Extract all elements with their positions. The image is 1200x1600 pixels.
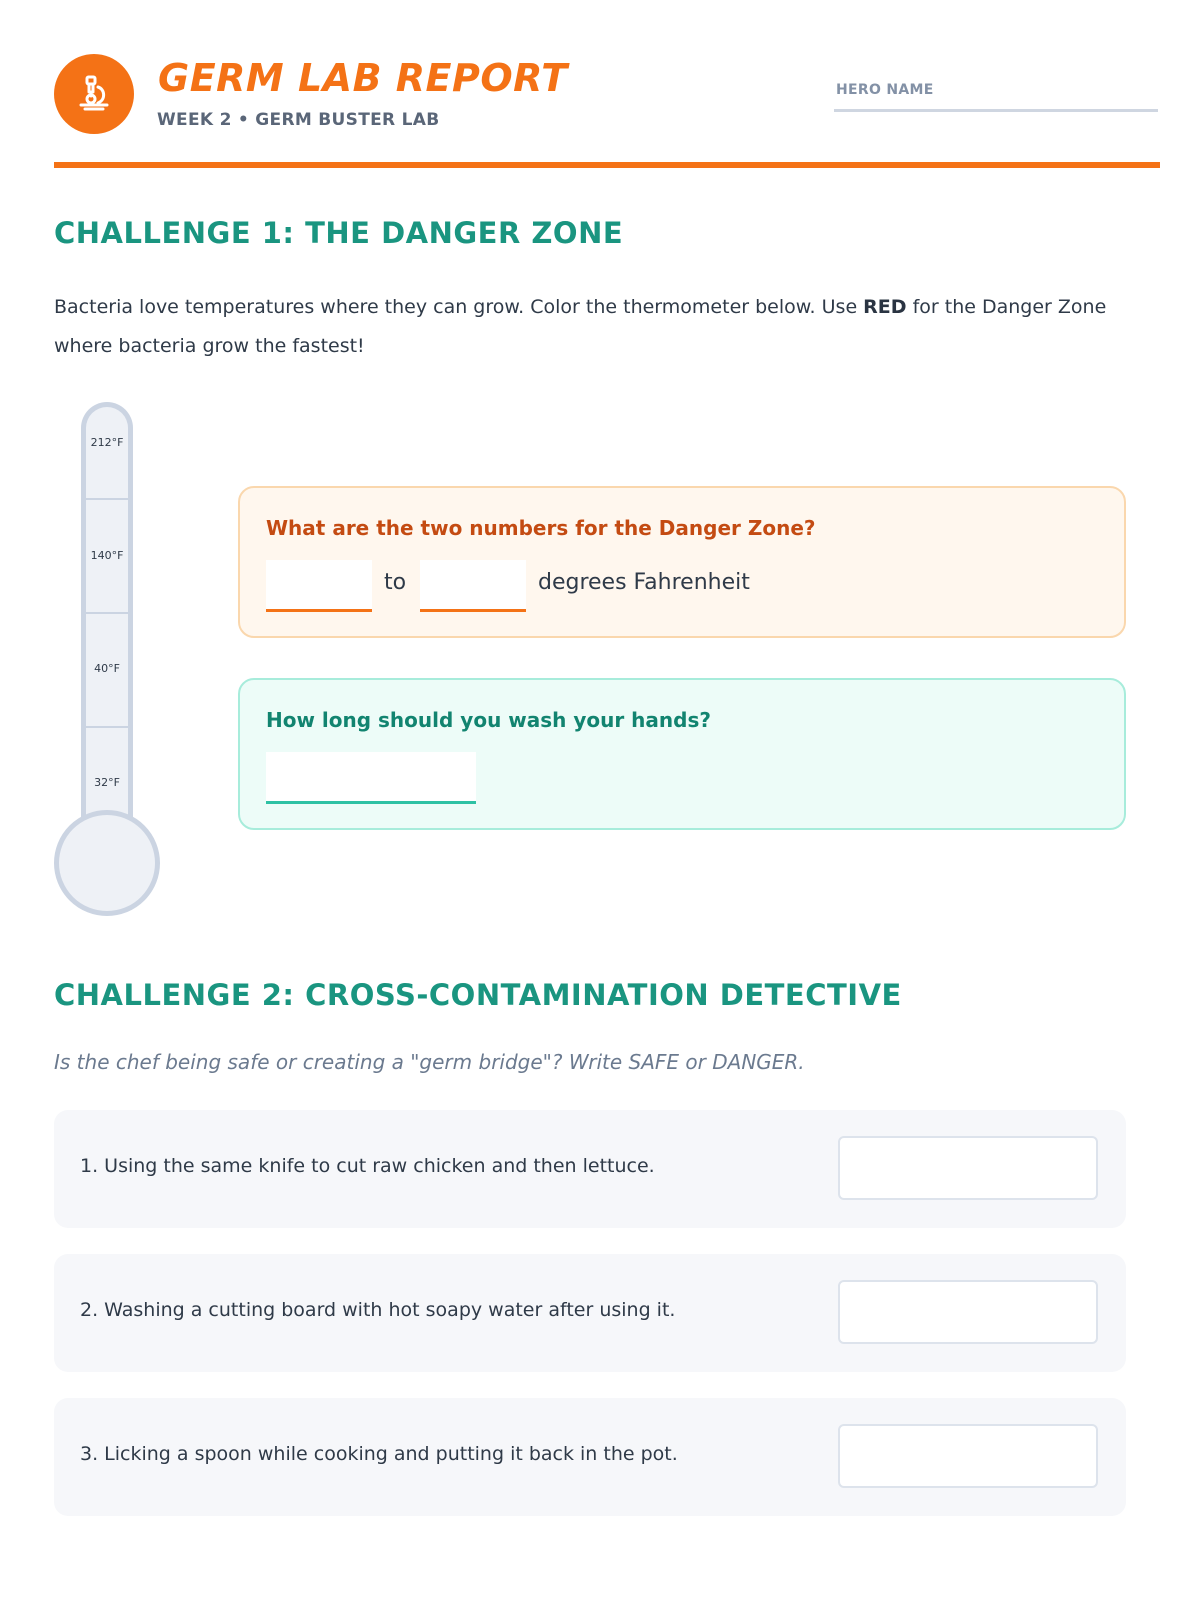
report-title: GERM LAB REPORT — [158, 56, 568, 100]
danger-zone-question-card — [238, 486, 1126, 638]
hand-wash-question-card — [238, 678, 1126, 830]
intro-text-bold: RED — [863, 296, 907, 318]
temp-label-40: 40°F — [94, 662, 120, 675]
degrees-fahrenheit-text: degrees Fahrenheit — [538, 570, 750, 595]
to-text: to — [384, 570, 407, 595]
thermometer-bulb[interactable] — [54, 810, 160, 916]
hand-wash-question: How long should you wash your hands? — [266, 708, 711, 732]
danger-zone-low-input[interactable] — [266, 560, 372, 612]
scenario-text: 3. Licking a spoon while cooking and putting it back in the pot. — [80, 1443, 678, 1465]
safe-danger-answer-box[interactable] — [838, 1136, 1098, 1200]
safe-danger-answer-box[interactable] — [838, 1280, 1098, 1344]
thermometer[interactable] — [54, 402, 160, 922]
hero-name-label: HERO NAME — [836, 82, 934, 98]
report-header — [54, 52, 1160, 168]
list-item — [54, 1110, 1126, 1228]
danger-zone-high-input[interactable] — [420, 560, 526, 612]
thermometer-tube[interactable] — [81, 402, 133, 834]
challenge-2-title: CHALLENGE 2: CROSS-CONTAMINATION DETECTIVE — [54, 978, 902, 1012]
hand-wash-input[interactable] — [266, 752, 476, 804]
intro-text-start: Bacteria love temperatures where they can grow. Color the thermometer below. Use — [54, 296, 864, 318]
report-subtitle: WEEK 2 • GERM BUSTER LAB — [157, 110, 440, 130]
temp-label-32: 32°F — [94, 776, 120, 789]
microscope-icon — [76, 74, 112, 114]
list-item — [54, 1254, 1126, 1372]
safe-danger-answer-box[interactable] — [838, 1424, 1098, 1488]
intro-text-end: for the Danger Zone where bacteria grow the fastest! — [54, 296, 1107, 357]
temp-label-212: 212°F — [90, 436, 124, 449]
danger-zone-question: What are the two numbers for the Danger Zone? — [266, 516, 816, 540]
hero-name-field[interactable] — [834, 76, 1158, 112]
temp-label-140: 140°F — [90, 549, 124, 562]
list-item — [54, 1398, 1126, 1516]
scenario-text: 2. Washing a cutting board with hot soapy water after using it. — [80, 1299, 676, 1321]
challenge-1-intro — [54, 288, 1164, 366]
thermometer-tick — [86, 612, 128, 614]
scenario-text: 1. Using the same knife to cut raw chicken and then lettuce. — [80, 1155, 655, 1177]
logo-badge — [54, 54, 134, 134]
thermometer-tick — [86, 726, 128, 728]
thermometer-tick — [86, 498, 128, 500]
challenge-1-title: CHALLENGE 1: THE DANGER ZONE — [54, 216, 624, 250]
challenge-2-instruction: Is the chef being safe or creating a "germ bridge"? Write SAFE or DANGER. — [54, 1050, 805, 1074]
